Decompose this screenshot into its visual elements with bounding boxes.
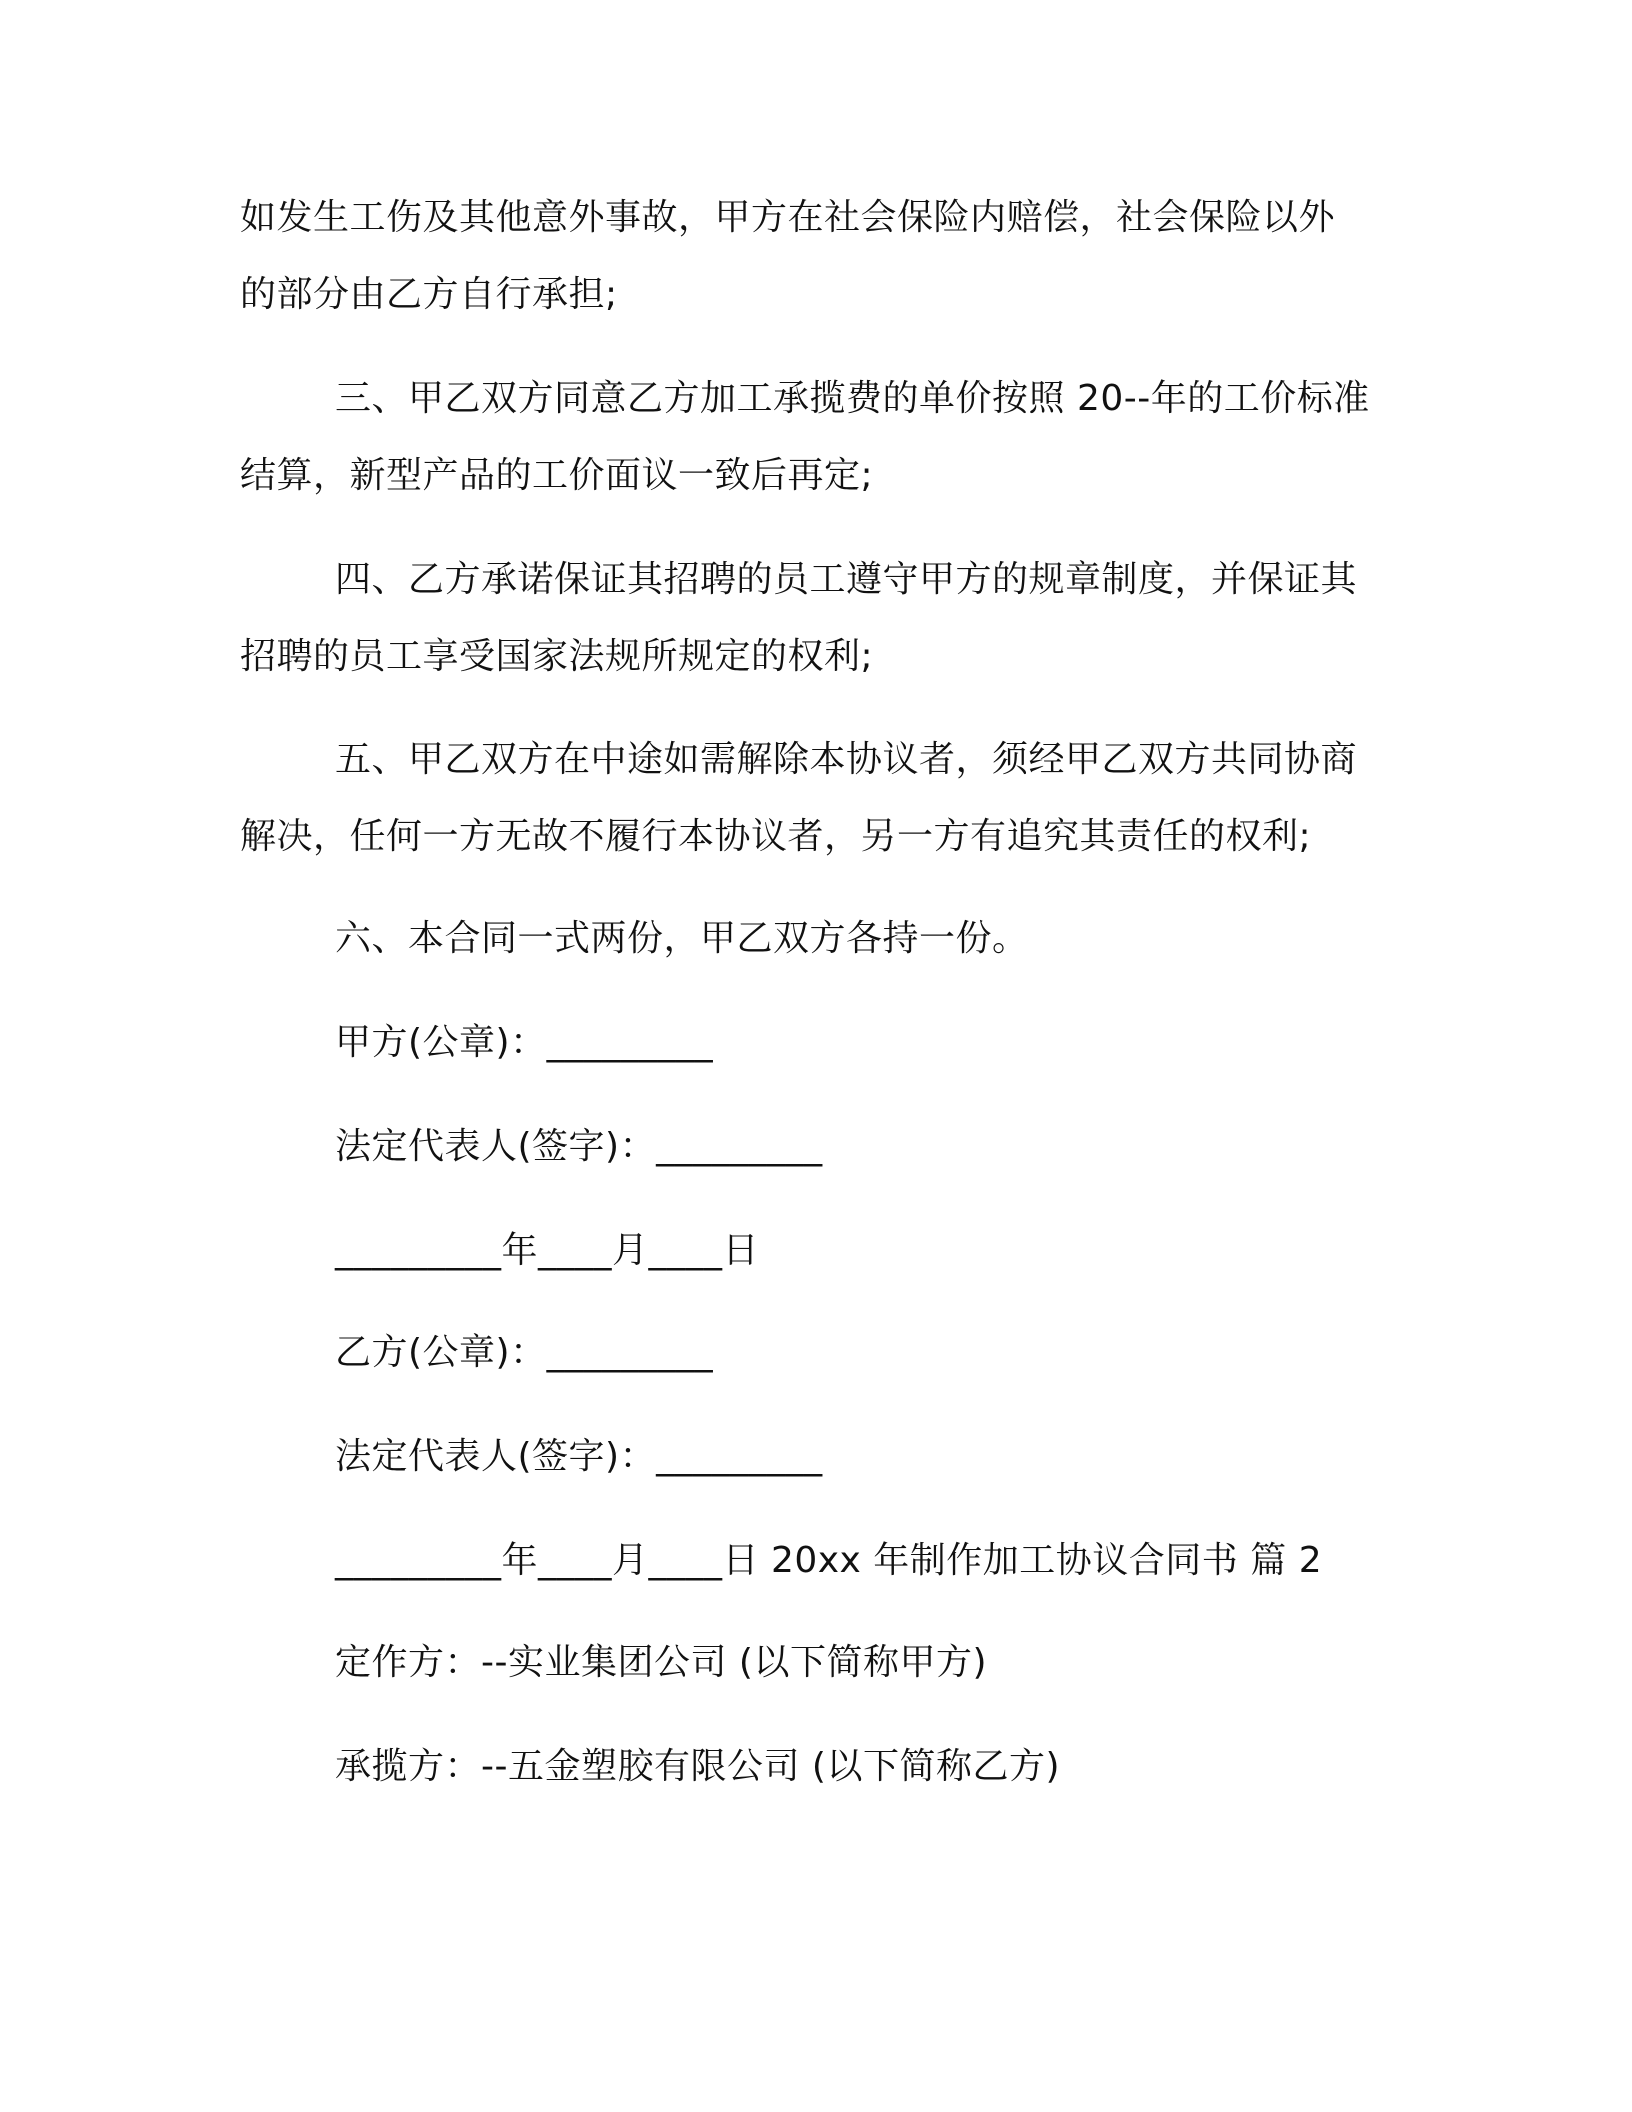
text-line: 三、甲乙双方同意乙方加工承揽费的单价按照 20--年的工价标准: [335, 378, 1370, 419]
text-line: 结算，新型产品的工价面议一致后再定;: [240, 455, 874, 496]
text-line: 承揽方：--五金塑胶有限公司 (以下简称乙方): [335, 1746, 1061, 1787]
date-line-b: _________年____月____日 20xx 年制作加工协议合同书 篇 2: [335, 1540, 1323, 1581]
text-line: 解决，任何一方无故不履行本协议者，另一方有追究其责任的权利;: [240, 816, 1312, 857]
signature-line-rep-a: 法定代表人(签字)：_________: [335, 1126, 823, 1167]
text-line: 定作方：--实业集团公司 (以下简称甲方): [335, 1642, 988, 1683]
text-line: 五、甲乙双方在中途如需解除本协议者，须经甲乙双方共同协商: [335, 739, 1358, 780]
text-line: 四、乙方承诺保证其招聘的员工遵守甲方的规章制度，并保证其: [335, 559, 1358, 600]
signature-line-party-a: 甲方(公章)：_________: [335, 1022, 714, 1063]
text-line: 的部分由乙方自行承担;: [240, 274, 618, 315]
signature-line-rep-b: 法定代表人(签字)：_________: [335, 1436, 823, 1477]
signature-line-party-b: 乙方(公章)：_________: [335, 1332, 714, 1373]
text-line: 招聘的员工享受国家法规所规定的权利;: [240, 636, 874, 677]
text-line: 六、本合同一式两份，甲乙双方各持一份。: [335, 918, 1029, 959]
text-line: 如发生工伤及其他意外事故，甲方在社会保险内赔偿，社会保险以外: [240, 197, 1336, 238]
date-line-a: _________年____月____日: [335, 1230, 759, 1271]
